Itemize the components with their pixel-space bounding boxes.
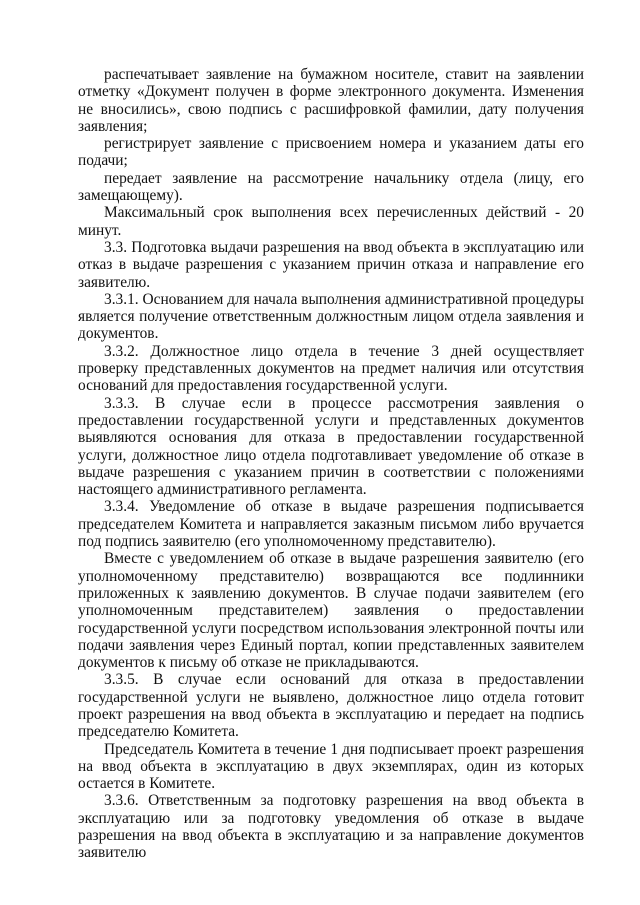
paragraph-section-3-3-1: 3.3.1. Основанием для начала выполнения административной процедуры является получение ответственным должностным лицом отдела заявления и документов. <box>78 290 584 343</box>
paragraph-print-application: распечатывает заявление на бумажном носителе, ставит на заявлении отметку «Документ получен в форме электронного документа. Изменения не вносились», свою подпись с расшифровкой фамилии, дату получения заявления; <box>78 66 584 135</box>
paragraph-section-3-3-4: 3.3.4. Уведомление об отказе в выдаче разрешения подписывается председателем Комитета и направляется заказным письмом либо вручается под подпись заявителю (его уполномоченному представителю). <box>78 498 584 551</box>
document-page <box>78 66 584 862</box>
paragraph-return-documents: Вместе с уведомлением об отказе в выдаче разрешения заявителю (его уполномоченному представителю) возвращаются все подлинники приложенных к заявлению документов. В случае подачи заявителем (его уполномоченным представителем) заявления о предоставлении государственной услуги посредством использования электронной почты или подачи заявления через Единый портал, копии представленных заявителем документов к письму об отказе не прикладываются. <box>78 550 584 672</box>
paragraph-section-3-3-6: 3.3.6. Ответственным за подготовку разрешения на ввод объекта в эксплуатацию или за подготовку уведомления об отказе в выдаче разрешения на ввод объекта в эксплуатацию и за направление документов заявителю <box>78 792 584 862</box>
paragraph-section-3-3-3: 3.3.3. В случае если в процессе рассмотрения заявления о предоставлении государственной услуги и представленных документов выявляются основания для отказа в предоставлении государственной услуги, должностное лицо отдела подготавливает уведомление об отказе в выдаче разрешения с указанием причин в соответствии с положениями настоящего административного регламента. <box>78 394 584 499</box>
paragraph-section-3-3-5: 3.3.5. В случае если оснований для отказа в предоставлении государственной услуги не выявлено, должностное лицо отдела готовит проект разрешения на ввод объекта в эксплуатацию и передает на подпись председателю Комитета. <box>78 671 584 741</box>
paragraph-chairman-signs: Председатель Комитета в течение 1 дня подписывает проект разрешения на ввод объекта в эксплуатацию в двух экземплярах, один из которых остается в Комитете. <box>78 740 584 793</box>
paragraph-register-application: регистрирует заявление с присвоением номера и указанием даты его подачи; <box>78 135 584 170</box>
paragraph-section-3-3-2: 3.3.2. Должностное лицо отдела в течение 3 дней осуществляет проверку представленных документов на предмет наличия или отсутствия оснований для предоставления государственной услуги. <box>78 342 584 395</box>
paragraph-max-time: Максимальный срок выполнения всех перечисленных действий - 20 минут. <box>78 204 584 239</box>
paragraph-forward-application: передает заявление на рассмотрение начальнику отдела (лицу, его замещающему). <box>78 169 584 205</box>
paragraph-section-3-3: 3.3. Подготовка выдачи разрешения на ввод объекта в эксплуатацию или отказ в выдаче разрешения с указанием причин отказа и направление его заявителю. <box>78 238 584 291</box>
